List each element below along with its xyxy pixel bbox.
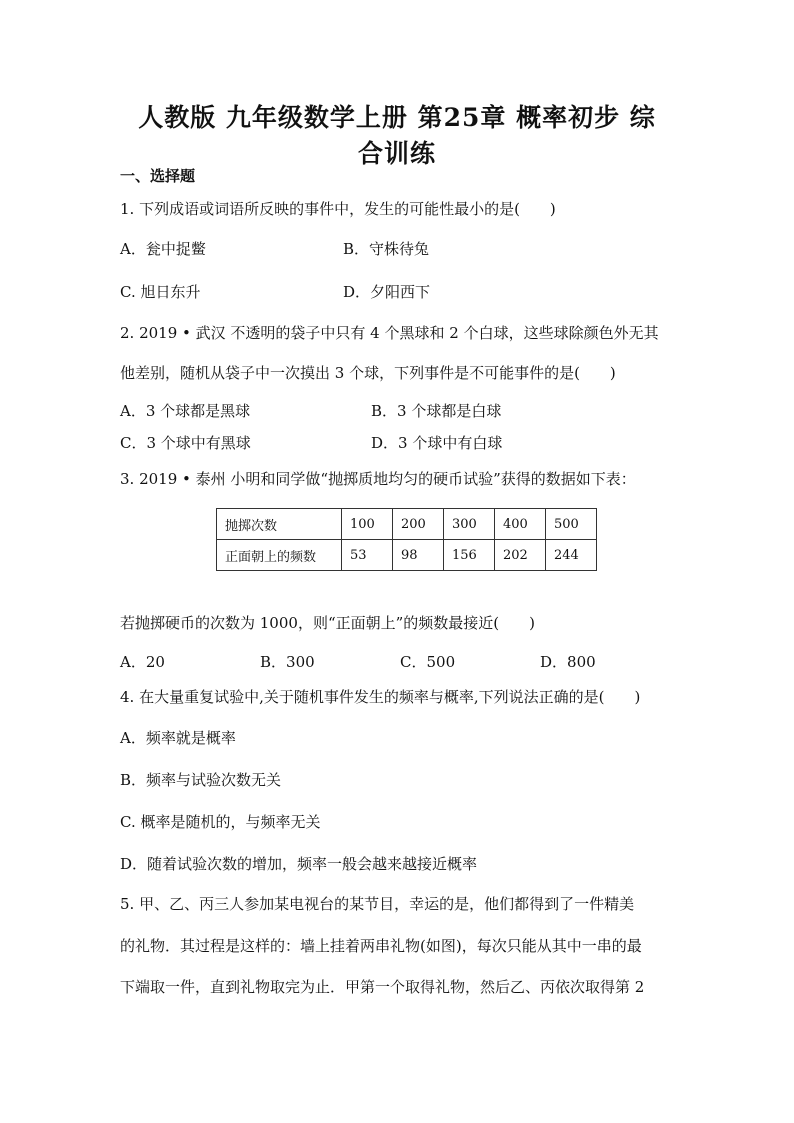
- question-2-stem-line-2: 他差别，随机从袋子中一次摸出 3 个球，下列事件是不可能事件的是( ): [120, 364, 616, 382]
- table-cell: 300: [444, 509, 495, 540]
- table-cell: 156: [444, 540, 495, 571]
- question-1-option-a: A．瓮中捉鳖: [120, 240, 206, 258]
- table-row: [217, 509, 597, 540]
- question-2-option-d: D．3 个球中有白球: [371, 434, 503, 452]
- table-cell: 200: [393, 509, 444, 540]
- question-1-stem: 1. 下列成语或词语所反映的事件中，发生的可能性最小的是( ): [120, 200, 556, 218]
- section-heading: 一、选择题: [120, 167, 196, 185]
- question-4-stem: 4. 在大量重复试验中,关于随机事件发生的频率与概率,下列说法正确的是( ): [120, 688, 641, 706]
- table-cell: 400: [495, 509, 546, 540]
- table-cell: 53: [342, 540, 393, 571]
- question-5-line-2: 的礼物．其过程是这样的：墙上挂着两串礼物(如图)，每次只能从其中一串的最: [120, 937, 642, 955]
- table-cell: 98: [393, 540, 444, 571]
- table-cell: 100: [342, 509, 393, 540]
- question-1-option-b: B．守株待兔: [343, 240, 430, 258]
- table-row-label: 抛掷次数: [217, 509, 342, 540]
- question-3-option-d: D．800: [540, 653, 596, 671]
- frequency-table: [216, 508, 597, 571]
- question-3-option-b: B．300: [260, 653, 315, 671]
- question-4-option-a: A．频率就是概率: [120, 729, 236, 747]
- table-cell: 500: [546, 509, 597, 540]
- question-4-option-c: C. 概率是随机的，与频率无关: [120, 813, 321, 831]
- question-5-line-1: 5. 甲、乙、丙三人参加某电视台的某节目，幸运的是，他们都得到了一件精美: [120, 895, 635, 913]
- question-2-option-a: A．3 个球都是黑球: [120, 402, 251, 420]
- question-5-line-3: 下端取一件，直到礼物取完为止．甲第一个取得礼物，然后乙、丙依次取得第 2: [120, 978, 645, 996]
- table-row: [217, 540, 597, 571]
- question-3-option-a: A．20: [120, 653, 165, 671]
- question-4-option-d: D．随着试验次数的增加，频率一般会越来越接近概率: [120, 855, 478, 873]
- question-3-option-c: C．500: [400, 653, 456, 671]
- question-2-option-c: C．3 个球中有黑球: [120, 434, 251, 452]
- page-title-line-2: 合训练: [357, 139, 436, 168]
- question-3-stem: 3. 2019 • 泰州 小明和同学做“抛掷质地均匀的硬币试验”获得的数据如下表：: [120, 470, 636, 488]
- table-cell: 244: [546, 540, 597, 571]
- question-2-stem-line-1: 2. 2019 • 武汉 不透明的袋子中只有 4 个黑球和 2 个白球，这些球除颜色外无其: [120, 324, 659, 342]
- question-1-option-d: D．夕阳西下: [343, 283, 431, 301]
- question-1-option-c: C. 旭日东升: [120, 283, 201, 301]
- table-row-label: 正面朝上的频数: [217, 540, 342, 571]
- question-2-option-b: B．3 个球都是白球: [371, 402, 502, 420]
- question-4-option-b: B．频率与试验次数无关: [120, 771, 282, 789]
- page-title-line-1: 人教版 九年级数学上册 第25章 概率初步 综: [138, 103, 656, 132]
- table-cell: 202: [495, 540, 546, 571]
- question-3-question: 若抛掷硬币的次数为 1000，则“正面朝上”的频数最接近( ): [120, 614, 535, 632]
